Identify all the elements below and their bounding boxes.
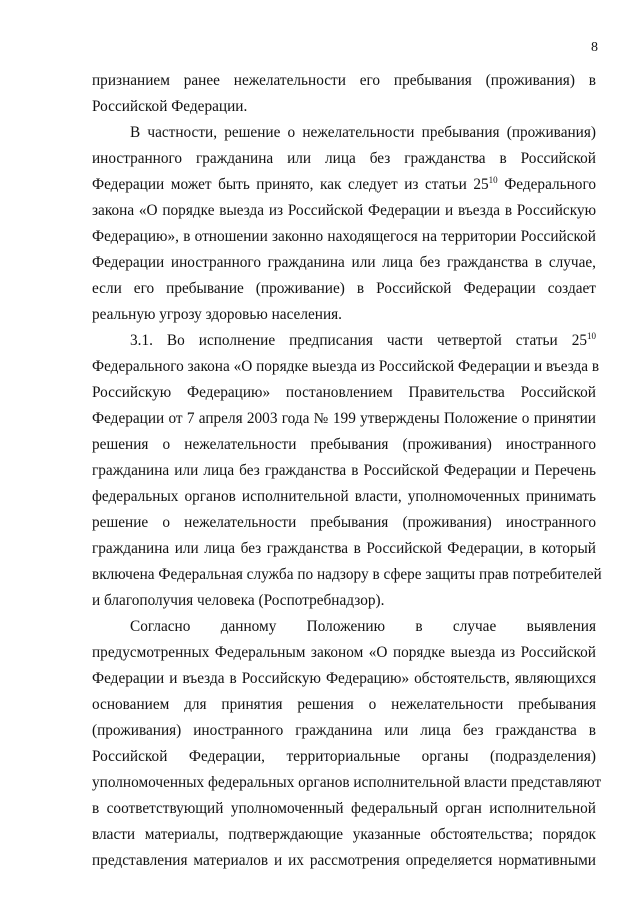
text-line: (проживания) иностранного гражданина или лица без гражданства в: [92, 722, 596, 739]
text-line: гражданина или лица без гражданства в Российской Федерации, в который: [92, 540, 596, 557]
text-line: решения о нежелательности пребывания (проживания) иностранного: [92, 436, 596, 453]
text-line: Федерации и въезда в Российскую Федерацию» обстоятельств, являющихся: [92, 670, 596, 687]
text-line: уполномоченных федеральных органов исполнительной власти представляют: [92, 774, 602, 791]
text-line: Российской Федерации, территориальные органы (подразделения): [92, 748, 596, 765]
text-line: Федерацию», в отношении законно находящегося на территории Российской: [92, 228, 596, 245]
text-line-with-footnote: [92, 328, 596, 354]
text-line: реальную угрозу здоровью населения.: [92, 306, 343, 323]
text-line: Федерации от 7 апреля 2003 года № 199 утверждены Положение о принятии: [92, 410, 596, 427]
text-line-with-footnote: [92, 172, 596, 198]
text-line: решение о нежелательности пребывания (проживания) иностранного: [92, 514, 596, 531]
paragraph-4: [92, 614, 602, 874]
paragraph-2: [92, 120, 596, 328]
text-segment: 3.1. Во исполнение предписания части четвертой статьи 25: [130, 332, 587, 349]
document-body: [92, 68, 602, 874]
text-line: и благополучия человека (Роспотребнадзор).: [92, 592, 385, 609]
text-line: Федерации иностранного гражданина или лица без гражданства в случае,: [92, 254, 596, 271]
text-line: представления материалов и их рассмотрения определяется нормативными: [92, 852, 596, 869]
text-line: Российскую Федерацию» постановлением Правительства Российской: [92, 384, 596, 401]
paragraph-1: [92, 68, 596, 120]
text-segment: Федерации может быть принято, как следует из статьи 25: [92, 176, 489, 193]
page-number: 8: [591, 40, 598, 55]
text-line: закона «О порядке выезда из Российской Федерации и въезда в Российскую: [92, 202, 596, 219]
text-line: включена Федеральная служба по надзору в сфере защиты прав потребителей: [92, 566, 602, 583]
text-line: иностранного гражданина или лица без гражданства в Российской: [92, 150, 596, 167]
superscript: 10: [488, 175, 498, 185]
text-line: основанием для принятия решения о нежелательности пребывания: [92, 696, 596, 713]
text-line: Согласно данному Положению в случае выявления: [130, 618, 596, 635]
text-line: если его пребывание (проживание) в Российской Федерации создает: [92, 280, 596, 297]
superscript: 10: [587, 331, 596, 341]
text-line: Федерального закона «О порядке выезда из Российской Федерации и въезда в: [92, 358, 600, 375]
paragraph-3: [92, 328, 602, 614]
text-line: власти материалы, подтверждающие указанные обстоятельства; порядок: [92, 826, 596, 843]
text-line: Российской Федерации.: [92, 98, 248, 115]
text-segment: Федерального: [497, 176, 596, 193]
text-line: федеральных органов исполнительной власти, уполномоченных принимать: [92, 488, 596, 505]
text-line: гражданина или лица без гражданства в Российской Федерации и Перечень: [92, 462, 596, 479]
text-line: в соответствующий уполномоченный федеральный орган исполнительной: [92, 800, 596, 817]
text-line: предусмотренных Федеральным законом «О порядке выезда из Российской: [92, 644, 596, 661]
text-line: В частности, решение о нежелательности пребывания (проживания): [130, 124, 596, 141]
text-line: признанием ранее нежелательности его пребывания (проживания) в: [92, 72, 596, 89]
